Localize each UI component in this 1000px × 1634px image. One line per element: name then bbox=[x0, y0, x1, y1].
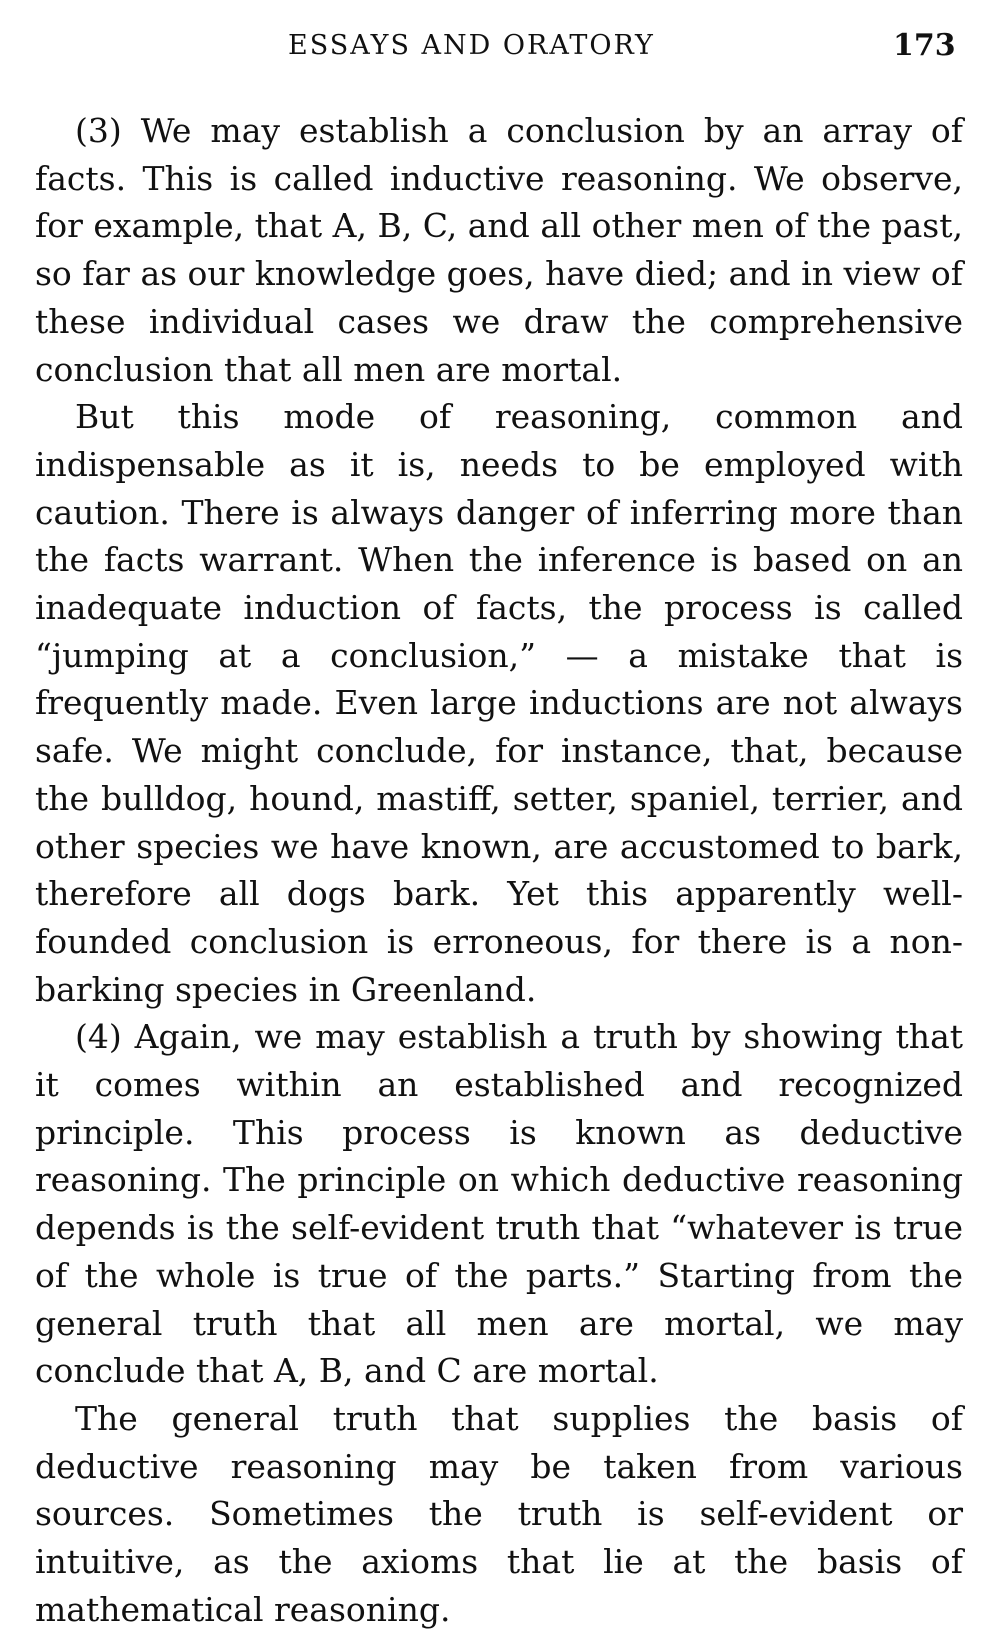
running-head bbox=[0, 28, 1000, 68]
page-number: 173 bbox=[893, 28, 956, 63]
paragraph-deductive-reasoning: (4) Again, we may establish a truth by showing that it comes within an established and recognized principle. This process is known as deductive reasoning. The principle on which deductive reasoning depends is the self-evident truth that “whatever is true of the whole is true of the parts.” Starting from the general truth that all men are mortal, we may conclude that A, B, and C are mortal. bbox=[35, 1017, 963, 1391]
paragraph-general-truth-sources: The general truth that supplies the basis of deductive reasoning may be taken from various sources. Sometimes the truth is self-evident or intuitive, as the axioms that lie at the basis of mathematical reasoning. bbox=[35, 1398, 963, 1629]
paragraph-inductive-reasoning: (3) We may establish a conclusion by an array of facts. This is called inductive reasoning. We observe, for example, that A, B, C, and all other men of the past, so far as our knowledge goes, have died; and in view of these individual cases we draw the comprehensive conclusion that all men are mortal. bbox=[35, 111, 963, 389]
paragraph-induction-caution: But this mode of reasoning, common and indispensable as it is, needs to be employed with caution. There is always danger of inferring more than the facts warrant. When the inference is based on an inadequate induction of facts, the process is called “jumping at a conclusion,” — a mistake that is frequently made. Even large inductions are not always safe. We might conclude, for instance, that, because the bulldog, hound, mastiff, setter, spaniel, terrier, and other species we have known, are accustomed to bark, therefore all dogs bark. Yet this apparently well-founded conclusion is erroneous, for there is a non-barking species in Greenland. bbox=[35, 397, 963, 1009]
body-text bbox=[35, 107, 963, 1634]
running-title: ESSAYS AND ORATORY bbox=[288, 30, 655, 61]
